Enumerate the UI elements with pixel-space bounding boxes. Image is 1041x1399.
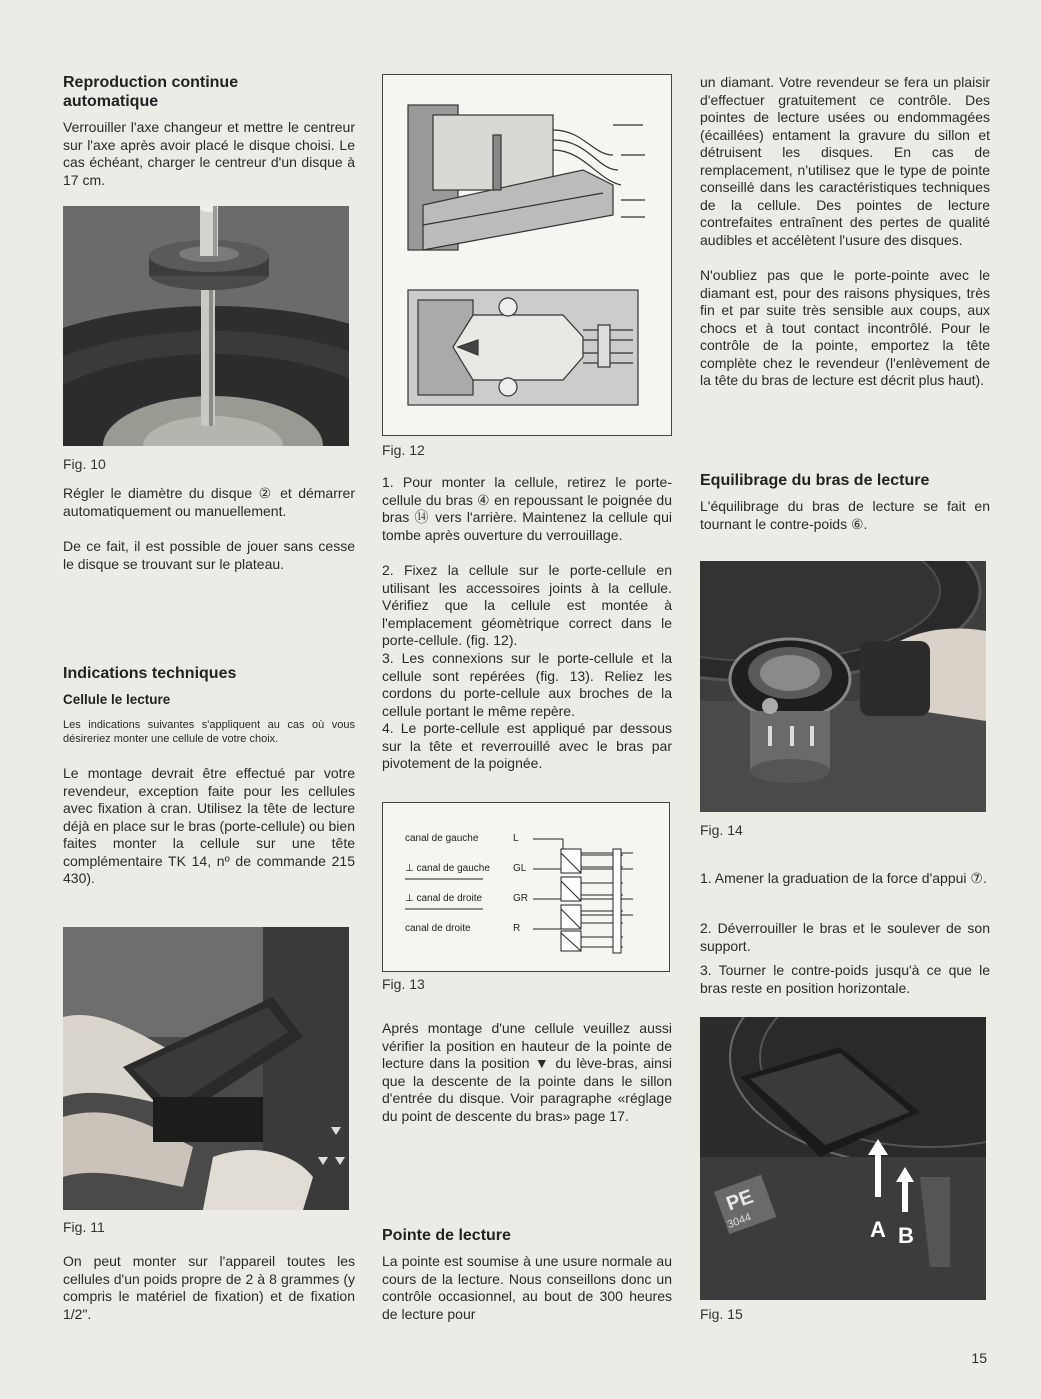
heading-cellule-lecture: Cellule le lecture	[63, 692, 171, 707]
fig-15-caption: Fig. 15	[700, 1306, 743, 1322]
wiring-code: GR	[513, 893, 528, 904]
counterweight-illustration	[700, 561, 986, 812]
step-4-porte-cellule: 4. Le porte-cellule est appliqué par dessous sur la tête et reverrouillé avec le bras par pivotement de la poignée.	[382, 720, 672, 771]
spindle-illustration	[63, 206, 349, 446]
step-1-monter-cellule: 1. Pour monter la cellule, retirez le porte-cellule du bras ④ en repoussant le poignée du bras ⑭ vers l'arrière. Maintenez la cellule qui tombe après ouverture du verrouillage.	[382, 474, 672, 543]
wiring-label: ⊥ canal de gauche	[405, 863, 490, 874]
heading-indications-techniques: Indications techniques	[63, 665, 237, 682]
fig-14-caption: Fig. 14	[700, 822, 743, 838]
fig-10-caption: Fig. 10	[63, 456, 106, 472]
tonearm-head-illustration	[700, 1017, 986, 1300]
step-1-graduation: 1. Amener la graduation de la force d'appui ⑦.	[700, 870, 987, 886]
step-3-contre-poids: 3. Tourner le contre-poids jusqu'à ce que le bras reste en position horizontale.	[700, 962, 990, 996]
paragraph-diametre: Régler le diamètre du disque ② et démarrer automatiquement ou manuellement.	[63, 485, 355, 519]
wiring-code: R	[513, 923, 521, 934]
step-2-fixez-cellule: 2. Fixez la cellule sur le porte-cellule en utilisant les accessoires joints à la cellule. Vérifiez que la cellule est montée à l'emplacement géomètrique correct dans le porte-cellule. (fig. 12).	[382, 562, 672, 648]
paragraph-porte-pointe: N'oubliez pas que le porte-pointe avec le diamant est, pour des raisons physiques, très fin et par suite très sensible aux coups, aux chocs et à tout contact incontrôlé. Pour le contrôle de la pointe, emportez la tête complète chez le revendeur (l'enlèvement de la tête du bras de lecture est décrit plus haut).	[700, 267, 990, 388]
wiring-code: L	[513, 833, 519, 844]
fig-15-label-b: B	[898, 1223, 914, 1248]
paragraph-equilibrage: L'équilibrage du bras de lecture se fait en tournant le contre-poids ⑥.	[700, 498, 990, 532]
wiring-label: ⊥ canal de droite	[405, 893, 483, 904]
paragraph-poids: On peut monter sur l'appareil toutes les cellules d'un poids propre de 2 à 8 grammes (y compris le matériel de fixation) et de fixation 1/2".	[63, 1253, 355, 1322]
wiring-code: GL	[513, 863, 527, 874]
cartridge-technical-drawing	[383, 75, 671, 435]
fig-15-label-a: A	[870, 1217, 886, 1242]
fig-13-caption: Fig. 13	[382, 976, 425, 992]
page-number: 15	[971, 1350, 987, 1366]
paragraph-montage: Le montage devrait être effectué par votre revendeur, exception faite pour les cellules avec fixation à cran. Utilisez la tête de lecture déjà en place sur le bras (porte-cellule) ou bien faites monter la cellule sur une tête complémentaire TK 14, nº de commande 215 430).	[63, 765, 355, 886]
wiring-label: canal de gauche	[405, 833, 479, 844]
fig-11-caption: Fig. 11	[63, 1219, 105, 1235]
fig-15-model-number: 3044	[725, 1211, 753, 1232]
figure-12-drawing	[382, 74, 672, 436]
fig-12-caption: Fig. 12	[382, 442, 425, 458]
paragraph-pointe: La pointe est soumise à une usure normale au cours de la lecture. Nous conseillons donc un contrôle occasionnel, au bout de 300 heures de lecture pour	[382, 1253, 672, 1322]
heading-reproduction: Reproduction continue automatique	[63, 74, 239, 110]
figure-11-photo	[63, 927, 349, 1210]
heading-equilibrage: Equilibrage du bras de lecture	[700, 472, 930, 489]
step-2-deverrouiller: 2. Déverrouiller le bras et le soulever de son support.	[700, 920, 990, 954]
wiring-connectors	[383, 803, 669, 971]
paragraph-apres-montage: Aprés montage d'une cellule veuillez aussi vérifier la position en hauteur de la pointe de lecture dans la position ▼ du lève-bras, ainsi que la descente de la pointe dans le sillon d'entrée du disque. Voir paragraphe «réglage du point de descente du bras» page 17.	[382, 1020, 672, 1124]
paragraph-reproduction: Verrouiller l'axe changeur et mettre le centreur sur l'axe après avoir placé le disque choisi. Le cas échéant, charger le centreur d'un disque à 17 cm.	[63, 119, 355, 188]
heading-pointe-lecture: Pointe de lecture	[382, 1227, 511, 1244]
paragraph-jouer-sans-cesse: De ce fait, il est possible de jouer sans cesse le disque se trouvant sur le plateau.	[63, 538, 355, 572]
step-3-connexions: 3. Les connexions sur le porte-cellule et la cellule sont repérées (fig. 13). Reliez les cordons du porte-cellule aux broches de la cellule portant le même repère.	[382, 650, 672, 719]
wiring-label: canal de droite	[405, 923, 471, 934]
figure-10-photo	[63, 206, 349, 446]
figure-15-photo	[700, 1017, 986, 1300]
paragraph-diamant: un diamant. Votre revendeur se fera un plaisir d'effectuer gratuitement ce contrôle. Des pointes de lecture usées ou endommagées (écaillées) entament la gravure du sillon et détruisent les disques. En cas de remplacement, n'utilisez que le type de pointe conseillé dans les caractéristiques techniques de la cellule. Des pointes de lecture contrefaites entraînent des pertes de qualité audibles et accélètent l'usure des disques.	[700, 74, 990, 248]
figure-14-photo	[700, 561, 986, 812]
paragraph-indications: Les indications suivantes s'appliquent au cas où vous désireriez monter une cellule de votre choix.	[63, 719, 355, 745]
fig-15-brand-logo: PE	[723, 1185, 757, 1216]
cartridge-install-illustration	[63, 927, 349, 1210]
figure-13-wiring-diagram	[382, 802, 670, 972]
